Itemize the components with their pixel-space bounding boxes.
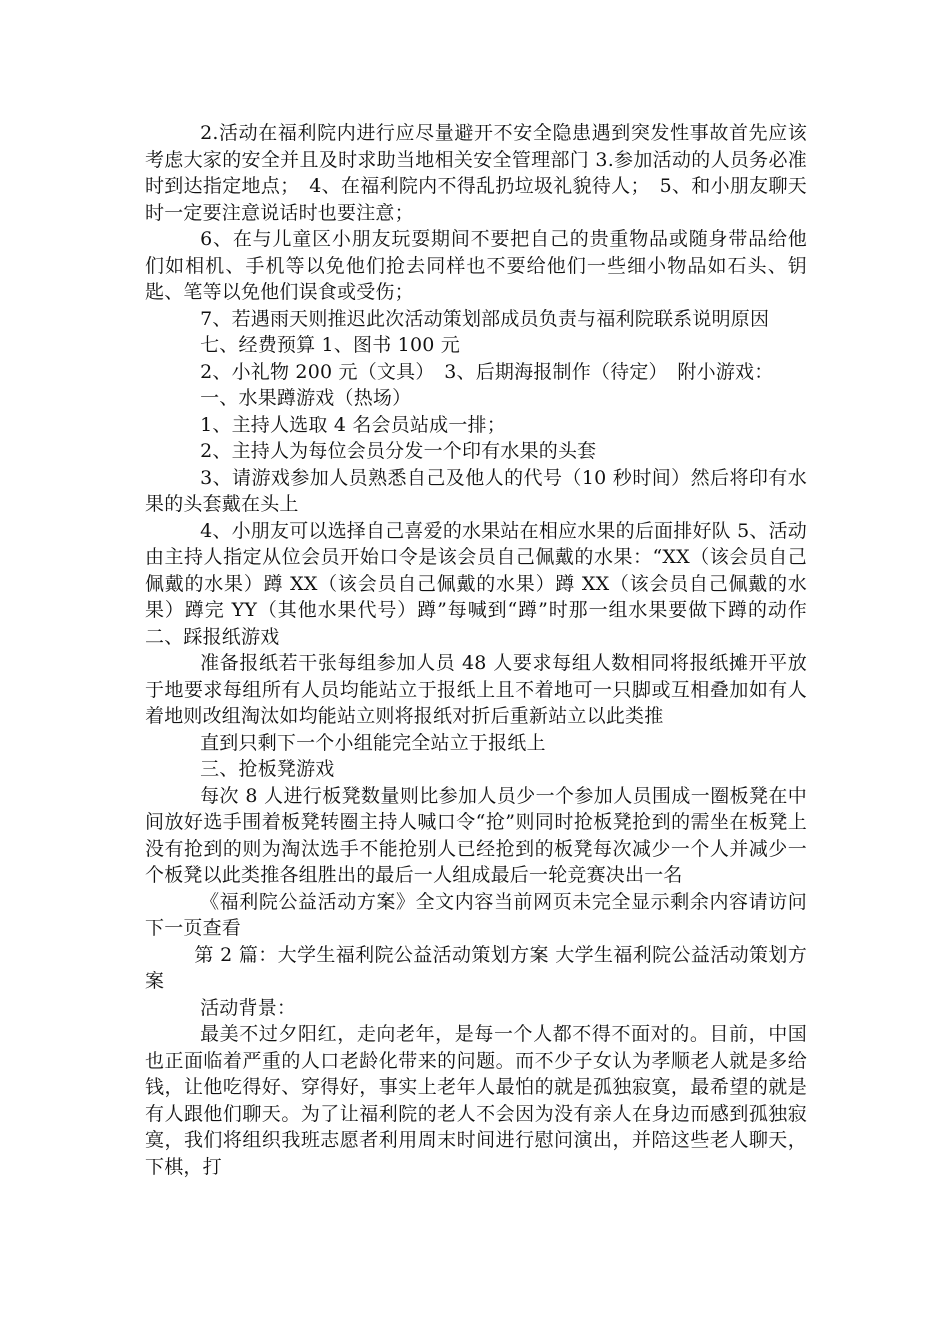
paragraph-game2-end: 直到只剩下一个小组能完全站立于报纸上 bbox=[200, 731, 546, 754]
paragraph-valuables: 6、在与儿童区小朋友玩耍期间不要把自己的贵重物品或随身带品给他们如相机、手机等以免他们抢去同样也不要给他们一些细小物品如石头、钥匙、笔等以免他们误食或受伤； bbox=[145, 228, 807, 303]
paragraph-game2-rules: 准备报纸若干张每组参加人员 48 人要求每组人数相同将报纸摊开平放于地要求每组所有人员均能站立于报纸上且不着地可一只脚或互相叠加如有人着地则改组淘汰如均能站立则将报纸对折后重新站立以此类推 bbox=[145, 652, 807, 727]
paragraph-game1-step2: 2、主持人为每位会员分发一个印有水果的头套 bbox=[200, 440, 597, 462]
paragraph-game1-step4: 4、小朋友可以选择自己喜爱的水果站在相应水果的后面排好队 5、活动由主持人指定从位会员开始口令是该会员自己佩戴的水果：“XX（该会员自己佩戴的水果）蹲 XX（该会员自己佩戴的水果）蹲 XX（该会员自己佩戴的水果）蹲完 YY（其他水果代号）蹲”每喊到“蹲”时那一组水果要做下蹲的动作 二、踩报纸游戏 bbox=[145, 519, 807, 648]
paragraph-game3-rules: 每次 8 人进行板凳数量则比参加人员少一个参加人员围成一圈板凳在中间放好选手围着板凳转圈主持人喊口令“抢”则同时抢板凳抢到的需坐在板凳上没有抢到的则为淘汰选手不能抢别人已经抢到的板凳每次减少一个人并减少一个板凳以此类推各组胜出的最后一人组成最后一轮竞赛决出一名 bbox=[145, 784, 807, 886]
paragraph-budget-items: 2、小礼物 200 元（文具） 3、后期海报制作（待定） 附小游戏： bbox=[200, 360, 774, 383]
paragraph-continue-notice: 《福利院公益活动方案》全文内容当前网页未完全显示剩余内容请访问下一页查看 bbox=[145, 890, 807, 939]
paragraph-game1-step3: 3、请游戏参加人员熟悉自己及他人的代号（10 秒时间）然后将印有水果的头套戴在头上 bbox=[145, 466, 807, 515]
paragraph-rain: 7、若遇雨天则推迟此次活动策划部成员负责与福利院联系说明原因 bbox=[200, 307, 770, 330]
document-body bbox=[145, 120, 807, 1180]
paragraph-game3-heading: 三、抢板凳游戏 bbox=[200, 758, 335, 780]
paragraph-game1-heading: 一、水果蹲游戏（热场） bbox=[200, 387, 412, 409]
paragraph-background-body: 最美不过夕阳红，走向老年，是每一个人都不得不面对的。目前，中国也正面临着严重的人口老龄化带来的问题。而不少子女认为孝顺老人就是多给钱，让他吃得好、穿得好，事实上老年人最怕的就是孤独寂寞，最希望的就是有人跟他们聊天。为了让福利院的老人不会因为没有亲人在身边而感到孤独寂寞，我们将组织我班志愿者利用周末时间进行慰问演出，并陪这些老人聊天，下棋，打 bbox=[145, 1023, 807, 1178]
paragraph-game1-step1: 1、主持人选取 4 名会员站成一排； bbox=[200, 413, 506, 436]
paragraph-background-heading: 活动背景： bbox=[200, 996, 297, 1019]
paragraph-part2-title: 第 2 篇：大学生福利院公益活动策划方案 大学生福利院公益活动策划方案 bbox=[145, 943, 807, 992]
paragraph-budget-heading: 七、经费预算 1、图书 100 元 bbox=[200, 334, 460, 356]
paragraph-safety-notes: 2.活动在福利院内进行应尽量避开不安全隐患遇到突发性事故首先应该考虑大家的安全并且及时求助当地相关安全管理部门 3.参加活动的人员务必准时到达指定地点； 4、在福利院内不得乱扔垃圾礼貌待人； 5、和小朋友聊天时一定要注意说话时也要注意； bbox=[145, 122, 807, 224]
